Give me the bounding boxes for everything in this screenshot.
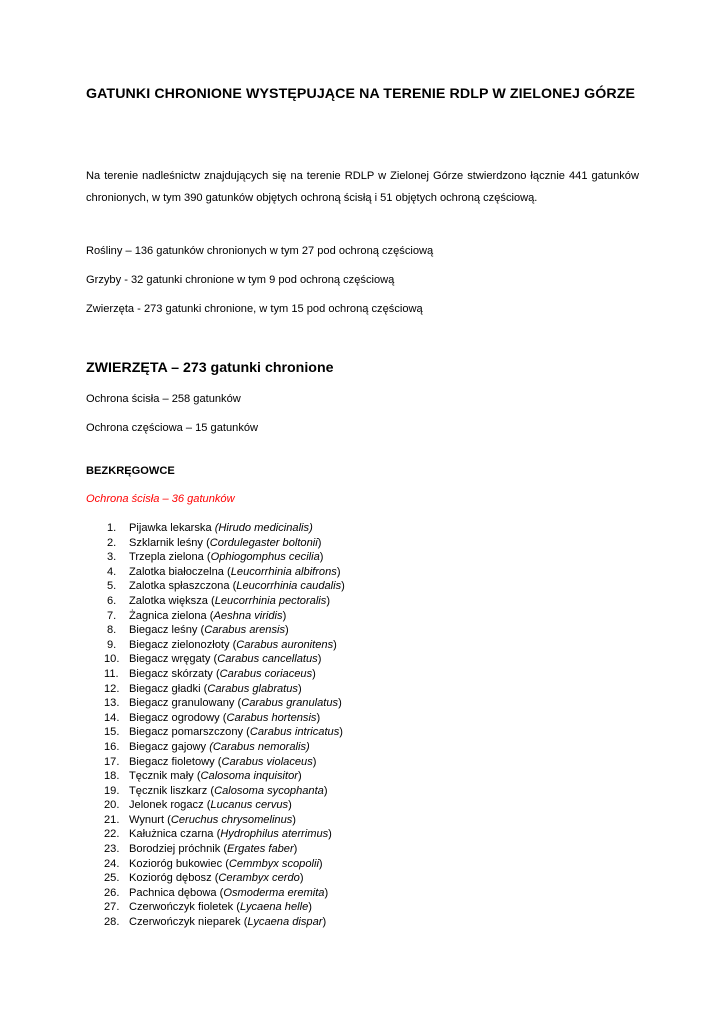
invertebrates-subheading: Ochrona ścisła – 36 gatunków [86,493,235,505]
list-item-number: 9. [107,638,117,651]
list-item-number: 5. [107,580,117,593]
list-item [86,521,345,536]
list-item-number: 14. [104,711,120,724]
list-item-number: 16. [104,740,120,753]
list-item: 8. Biegacz leśny (Carabus arensis) [86,623,345,638]
list-item: 9. Biegacz zielonozłoty (Carabus auronitens) [86,638,345,653]
list-item: 27. Czerwończyk fioletek (Lycaena helle) [86,900,345,915]
list-item-number: 23. [104,843,120,856]
list-item-number: 13. [104,697,120,710]
list-item: 26. Pachnica dębowa (Osmoderma eremita) [86,886,345,901]
list-item-number: 11. [104,667,119,680]
species-common-name: Biegacz fioletowy [129,755,215,768]
species-common-name: Biegacz wręgaty [129,653,211,666]
list-item-number: 1. [107,522,117,534]
species-latin-name: Leucorrhinia caudalis [236,580,342,593]
list-item: 24. Kozioróg bukowiec (Cemmbyx scopolii) [86,857,345,872]
species-common-name: Tęcznik mały [129,770,194,783]
species-latin-name: Cerambyx cerdo [218,872,300,885]
list-item-number: 24. [104,857,120,870]
animals-heading: ZWIERZĘTA – 273 gatunki chronione [86,360,334,376]
list-item: 7. Żagnica zielona (Aeshna viridis) [86,609,345,624]
intro-paragraph: Na terenie nadleśnictw znajdujących się na terenie RDLP w Zielonej Górze stwierdzono łącznie 441 gatunków chronionych, w tym 390 gatunków objętych ochroną ścisłą i 51 objętych ochroną częściową. [86,170,639,204]
species-common-name: Zalotka białoczelna [129,565,224,578]
list-item: 4. Zalotka białoczelna (Leucorrhinia albifrons) [86,565,345,580]
species-latin-name: Lycaena helle [239,901,309,914]
list-item-number: 19. [104,784,120,797]
species-common-name: Szklarnik leśny [129,536,203,549]
species-common-name: Wynurt [129,813,165,826]
list-item-number: 12. [104,682,120,695]
list-item-number: 7. [107,609,117,622]
species-common-name: Pijawka lekarska [129,522,212,534]
list-item-number: 28. [104,916,120,929]
species-common-name: Kozioróg dębosz [129,872,212,885]
species-latin-name: Ceruchus chrysomelinus [170,813,293,826]
species-list [86,521,345,930]
document-title: GATUNKI CHRONIONE WYSTĘPUJĄCE NA TERENIE RDLP W ZIELONEJ GÓRZE [86,86,636,102]
list-item: 28. Czerwończyk nieparek (Lycaena dispar) [86,915,345,930]
species-latin-name: Carabus granulatus [241,697,339,710]
species-latin-name: Carabus coriaceus [219,667,313,680]
list-item: 10. Biegacz wręgaty (Carabus cancellatus) [86,652,345,667]
species-latin-wrap: (Hirudo medicinalis) [214,522,313,534]
species-common-name: Kozioróg bukowiec [129,857,223,870]
list-item: 2. Szklarnik leśny (Cordulegaster boltonii) [86,536,345,551]
species-latin-name: Carabus arensis [204,624,286,637]
species-latin-name: Lucanus cervus [210,799,289,812]
list-item: 14. Biegacz ogrodowy (Carabus hortensis) [86,711,345,726]
list-item: 11. Biegacz skórzaty (Carabus coriaceus) [86,667,345,682]
species-common-name: Biegacz leśny [129,624,198,637]
list-item-number: 3. [107,551,117,564]
species-latin-name: Cemmbyx scopolii [228,857,319,870]
species-latin-wrap: (Carabus nemoralis) [209,740,310,753]
species-latin-name: Lycaena dispar [247,916,323,929]
species-latin-name: Hirudo medicinalis [218,522,310,534]
species-latin-name: Carabus intricatus [249,726,340,739]
list-item-number: 8. [107,624,117,637]
animals-partial-count: Ochrona częściowa – 15 gatunków [86,422,259,434]
species-latin-name: Hydrophilus aterrimus [220,828,329,841]
list-item: 15. Biegacz pomarszczony (Carabus intricatus) [86,725,345,740]
list-item-number: 21. [104,813,120,826]
species-common-name: Biegacz ogrodowy [129,711,220,724]
species-common-name: Trzepla zielona [129,551,204,564]
list-item: 18. Tęcznik mały (Calosoma inquisitor) [86,769,345,784]
list-item: 17. Biegacz fioletowy (Carabus violaceus) [86,755,345,770]
list-item: 22. Kałużnica czarna (Hydrophilus aterrimus) [86,827,345,842]
species-latin-name: Ophiogomphus cecilia [210,551,320,564]
species-latin-name: Leucorrhinia pectoralis [214,594,327,607]
list-item: 19. Tęcznik liszkarz (Calosoma sycophanta) [86,784,345,799]
species-latin-name: Carabus auronitens [236,638,334,651]
list-item: 3. Trzepla zielona (Ophiogomphus cecilia) [86,550,345,565]
list-item-number: 22. [104,828,120,841]
list-item-number: 2. [107,536,117,549]
list-item: 20. Jelonek rogacz (Lucanus cervus) [86,798,345,813]
species-latin-name: Cordulegaster boltonii [209,536,318,549]
list-item-number: 4. [107,565,117,578]
list-item-number: 10. [104,653,120,666]
species-latin-name: Carabus cancellatus [217,653,318,666]
species-latin-name: Aeshna viridis [213,609,283,622]
list-item: 5. Zalotka spłaszczona (Leucorrhinia caudalis) [86,579,345,594]
list-item: 13. Biegacz granulowany (Carabus granulatus) [86,696,345,711]
stat-fungi: Grzyby - 32 gatunki chronione w tym 9 pod ochroną częściową [86,274,395,286]
list-item: 25. Kozioróg dębosz (Cerambyx cerdo) [86,871,345,886]
species-common-name: Kałużnica czarna [129,828,214,841]
species-common-name: Zalotka spłaszczona [129,580,230,593]
list-item-number: 27. [104,901,120,914]
list-item-number: 26. [104,886,120,899]
list-item-number: 17. [104,755,120,768]
list-item-number: 25. [104,872,120,885]
species-latin-name: Carabus hortensis [226,711,317,724]
list-item: 6. Zalotka większa (Leucorrhinia pectoralis) [86,594,345,609]
species-latin-name: Carabus glabratus [207,682,298,695]
species-common-name: Tęcznik liszkarz [129,784,208,797]
list-item-number: 20. [104,799,120,812]
species-latin-name: Ergates faber [227,843,294,856]
species-common-name: Pachnica dębowa [129,886,217,899]
list-item [86,740,345,755]
species-common-name: Czerwończyk nieparek [129,916,241,929]
species-common-name: Zalotka większa [129,594,208,607]
species-common-name: Borodziej próchnik [129,843,221,856]
species-common-name: Biegacz skórzaty [129,667,213,680]
list-item-number: 15. [104,726,120,739]
species-common-name: Biegacz granulowany [129,697,235,710]
list-item: 23. Borodziej próchnik (Ergates faber) [86,842,345,857]
species-latin-name: Carabus violaceus [221,755,313,768]
invertebrates-heading: BEZKRĘGOWCE [86,465,175,477]
species-common-name: Żagnica zielona [129,609,207,622]
species-latin-name: Calosoma inquisitor [200,770,298,783]
species-common-name: Czerwończyk fioletek [129,901,234,914]
list-item-number: 18. [104,770,120,783]
animals-strict-count: Ochrona ścisła – 258 gatunków [86,393,241,405]
species-common-name: Jelonek rogacz [129,799,204,812]
stat-plants: Rośliny – 136 gatunków chronionych w tym 27 pod ochroną częściową [86,245,434,257]
stat-animals: Zwierzęta - 273 gatunki chronione, w tym 15 pod ochroną częściową [86,303,423,315]
species-common-name: Biegacz gładki [129,682,201,695]
list-item: 21. Wynurt (Ceruchus chrysomelinus) [86,813,345,828]
species-latin-name: Carabus nemoralis [212,740,306,753]
species-common-name: Biegacz zielonozłoty [129,638,230,651]
species-latin-name: Leucorrhinia albifrons [230,565,337,578]
species-common-name: Biegacz pomarszczony [129,726,244,739]
list-item: 12. Biegacz gładki (Carabus glabratus) [86,682,345,697]
species-latin-name: Osmoderma eremita [223,886,325,899]
list-item-number: 6. [107,594,117,607]
species-common-name: Biegacz gajowy [129,740,207,753]
species-latin-name: Calosoma sycophanta [214,784,324,797]
